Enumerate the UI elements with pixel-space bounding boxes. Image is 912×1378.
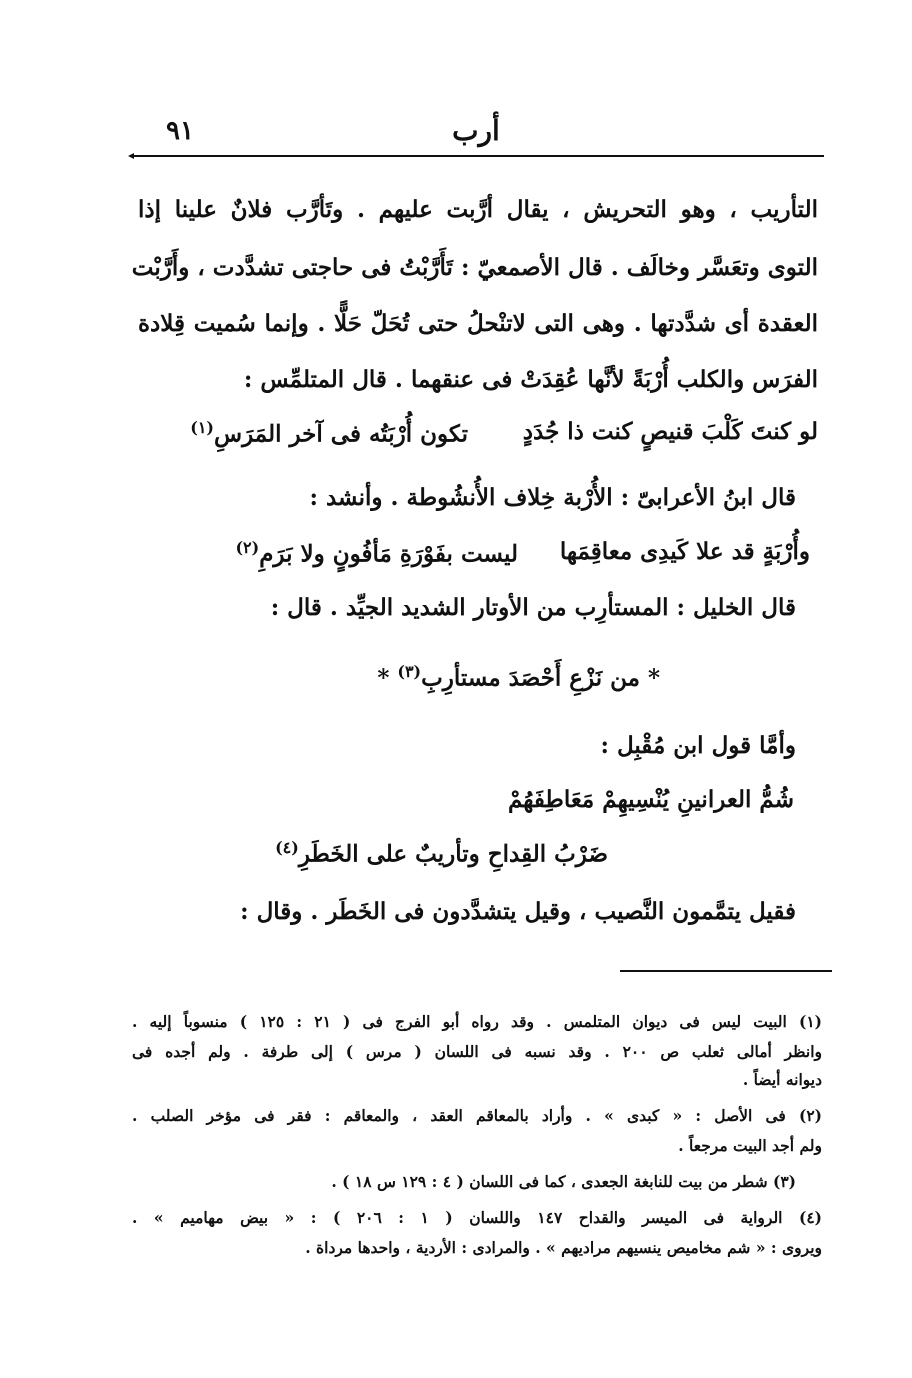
page-number: ٩١ xyxy=(166,116,194,146)
footnote-4-line-1: (٤) الرواية فى الميسر والقداح ١٤٧ واللسان ( ١ : ٢٠٦ ) : « بيض مهاميم » . xyxy=(132,1208,822,1227)
text-line-4: الفرَس والكلب أُرْبَةً لأنَّها عُقِدَتْ فى عنقهما . قال المتلمِّس : xyxy=(243,366,818,393)
verse-2-hemistich-2 xyxy=(235,540,518,566)
verse-4-line-2-text: ضَرْبُ القِداحِ وتأريبٌ على الخَطَرِ xyxy=(298,840,608,868)
footnote-1-line-3: ديوانه أيضاً . xyxy=(742,1070,822,1089)
verse-2-hemistich-1: وأُرْبَةٍ قد علا كَيدِى معاقِمَها xyxy=(559,538,810,565)
footnote-marker-2: (٢) xyxy=(235,538,260,557)
verse-4-line-1: شُمُّ العرانينِ يُنْسِيهِمْ مَعَاطِفَهُمْ xyxy=(507,786,794,813)
text-line-6: قال الخليل : المستأرِب من الأوتار الشديد الجيِّد . قال : xyxy=(270,594,796,621)
footnote-2-line-2: ولم أجد البيت مرجعاً . xyxy=(678,1136,822,1155)
footnote-3-line-1: (٣) شطر من بيت للنابغة الجعدى ، كما فى اللسان ( ٤ : ١٢٩ س ١٨ ) . xyxy=(331,1172,796,1191)
verse-3 xyxy=(377,664,660,690)
verse-3-text: * من نَزْعِ أَحْصَدَ مستأرِبِ xyxy=(421,664,660,692)
footnote-rule xyxy=(620,970,832,972)
footnote-marker-4: (٤) xyxy=(275,838,299,857)
footnote-marker-1: (١) xyxy=(190,418,214,437)
verse-1-hemistich-1: لو كنتَ كَلْبَ قنيصٍ كنت ذا جُدَدٍ xyxy=(522,418,818,445)
verse-4-line-2 xyxy=(275,840,608,866)
footnote-marker-3: (٣) xyxy=(397,662,422,681)
verse-3-end: * xyxy=(377,664,390,692)
text-line-3: العقدة أى شدَّدتها . وهى التى لاتنْحلُ حتى تُحَلّ حَلًّا . وإنما سُميت قِلادة xyxy=(138,310,818,337)
text-line-2: التوى وتعَسَّر وخالَف . قال الأصمعيّ : تَأَرَّبْتُ فى حاجتى تشدَّدت ، وأَرَّبْت xyxy=(131,254,818,281)
text-line-1: التأريب ، وهو التحريش ، يقال أرَّبت عليهم . وتَأرَّب فلانٌ علينا إذا xyxy=(138,196,818,223)
footnote-1-line-2: وانظر أمالى ثعلب ص ٢٠٠ . وقد نسبه فى اللسان ( مرس ) إلى طرفة . ولم أجده فى xyxy=(132,1042,822,1061)
header-rule xyxy=(132,155,824,157)
text-line-8: فقيل يتمَّمون النَّصيب ، وقيل يتشدَّدون فى الخَطَر . وقال : xyxy=(240,898,796,925)
footnote-2-line-1: (٢) فى الأصل : « كبدى » . وأراد بالمعاقم العقد ، والمعاقم : فقر فى مؤخر الصلب . xyxy=(132,1106,822,1125)
footnote-4-line-2: ويروى : « شم مخاميص ينسيهم مراديهم » . والمرادى : الأردية ، واحدها مرداة . xyxy=(305,1238,822,1257)
verse-1-hemistich-2 xyxy=(190,420,468,446)
text-line-5: قال ابنُ الأعرابىّ : الأُرْبة خِلاف الأُنشُوطة . وأنشد : xyxy=(309,484,796,511)
footnote-1-line-1: (١) البيت ليس فى ديوان المتلمس . وقد رواه أبو الفرج فى ( ٢١ : ١٢٥ ) منسوباً إليه . xyxy=(132,1012,822,1031)
verse-1-hemistich-2-text: تكون أُرْبَتُه فى آخر المَرَسِ xyxy=(214,420,468,448)
running-title: أرب xyxy=(452,114,500,147)
verse-2-hemistich-2-text: ليست بفَوْرَةِ مَأفُونٍ ولا بَرَمِ xyxy=(259,540,518,568)
text-line-7: وأمَّا قول ابن مُقْبِل : xyxy=(600,732,796,759)
page-header xyxy=(130,112,822,152)
